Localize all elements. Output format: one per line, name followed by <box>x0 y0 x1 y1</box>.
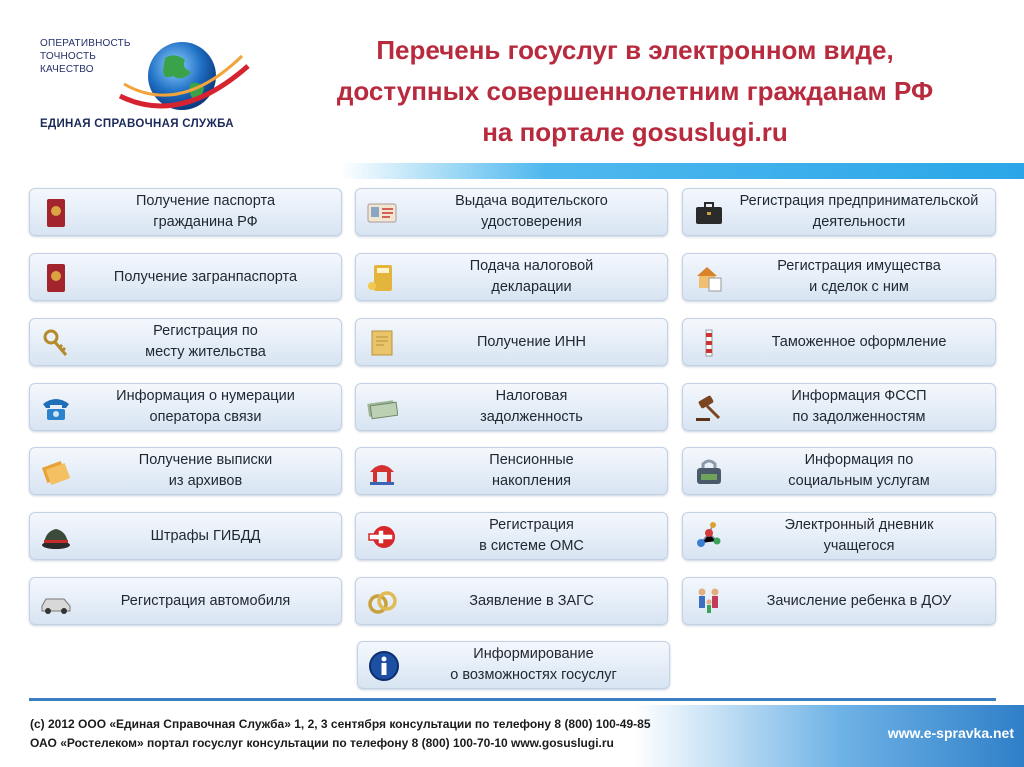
service-social-info[interactable] <box>682 447 996 495</box>
title-line-2: доступных совершеннолетним гражданам РФ <box>336 76 934 106</box>
service-foreign-passport[interactable] <box>29 253 342 301</box>
service-label: и сделок с ним <box>809 279 909 295</box>
service-label: о возможностях госуслуг <box>450 667 617 683</box>
info-icon <box>368 650 400 682</box>
service-label: Получение паспорта <box>135 193 276 209</box>
molecule-icon <box>693 521 725 553</box>
service-label: задолженность <box>480 409 583 425</box>
service-label: Регистрация имущества <box>777 258 941 274</box>
service-label: социальным услугам <box>788 473 930 489</box>
service-business-registration[interactable] <box>682 188 996 236</box>
service-label: удостоверения <box>481 214 582 230</box>
service-label: Регистрация предпринимательской <box>739 193 979 209</box>
house-documents-icon <box>693 262 725 294</box>
police-cap-icon <box>40 521 72 553</box>
service-label: Информация по <box>804 452 914 468</box>
calculator-icon <box>366 262 398 294</box>
rings-icon <box>366 586 398 618</box>
title-line-3: на портале gosuslugi.ru <box>482 117 788 147</box>
service-label: гражданина РФ <box>153 214 258 230</box>
service-label: Электронный дневник <box>784 517 934 533</box>
service-label: декларации <box>491 279 572 295</box>
passport-icon <box>40 262 72 294</box>
service-label: Получение загранпаспорта <box>113 268 298 285</box>
service-label: из архивов <box>168 473 243 489</box>
service-oms-registration[interactable] <box>355 512 668 560</box>
service-archive-extract[interactable] <box>29 447 342 495</box>
documents-icon <box>40 456 72 488</box>
footer-url[interactable]: www.e-spravka.net <box>887 725 1014 741</box>
service-e-diary[interactable] <box>682 512 996 560</box>
footer-divider <box>29 698 996 701</box>
service-inn[interactable] <box>355 318 668 366</box>
service-label: Регистрация автомобиля <box>120 592 291 609</box>
service-kindergarten-enrollment[interactable] <box>682 577 996 625</box>
service-registry-office[interactable] <box>355 577 668 625</box>
service-pension-savings[interactable] <box>355 447 668 495</box>
keys-icon <box>40 327 72 359</box>
decorative-stripe <box>340 163 1024 179</box>
service-label: учащегося <box>823 538 895 554</box>
logo-slogan-3: КАЧЕСТВО <box>40 64 94 75</box>
money-icon <box>366 392 398 424</box>
car-icon <box>40 586 72 618</box>
service-operator-numbering[interactable] <box>29 383 342 431</box>
service-label: Информирование <box>473 646 594 662</box>
service-fssp-debts[interactable] <box>682 383 996 431</box>
service-label: Получение выписки <box>138 452 273 468</box>
logo-slogan-2: ТОЧНОСТЬ <box>40 51 97 62</box>
service-label: Штрафы ГИБДД <box>150 527 261 544</box>
service-driver-license[interactable] <box>355 188 668 236</box>
service-label: месту жительства <box>145 344 266 360</box>
service-traffic-fines[interactable] <box>29 512 342 560</box>
border-post-icon <box>693 327 725 359</box>
service-label: Регистрация по <box>153 323 258 339</box>
service-label: Информация о нумерации <box>116 388 295 404</box>
service-tax-debt[interactable] <box>355 383 668 431</box>
service-car-registration[interactable] <box>29 577 342 625</box>
wallet-lock-icon <box>693 456 725 488</box>
footer <box>0 705 1024 767</box>
service-tax-declaration[interactable] <box>355 253 668 301</box>
service-label: Подача налоговой <box>469 258 594 274</box>
service-label: оператора связи <box>149 409 262 425</box>
service-label: деятельности <box>812 214 906 230</box>
title-line-1: Перечень госуслуг в электронном виде, <box>376 35 894 65</box>
family-icon <box>693 586 725 618</box>
service-label: Налоговая <box>495 388 568 404</box>
service-customs[interactable] <box>682 318 996 366</box>
service-property-registration[interactable] <box>682 253 996 301</box>
service-label: Заявление в ЗАГС <box>469 592 594 609</box>
gavel-icon <box>693 392 725 424</box>
service-residence-registration[interactable] <box>29 318 342 366</box>
service-passport[interactable] <box>29 188 342 236</box>
medical-cross-icon <box>366 521 398 553</box>
telephone-icon <box>40 392 72 424</box>
service-label: Выдача водительского <box>455 193 608 209</box>
service-label: Регистрация <box>489 517 574 533</box>
passport-icon <box>40 197 72 229</box>
service-label: в системе ОМС <box>479 538 584 554</box>
globe-icon <box>110 36 250 122</box>
footer-line-1: (с) 2012 ООО «Единая Справочная Служба» 1, 2, 3 сентября консультации по телефону 8 (800) 100-49-85 <box>30 717 651 731</box>
pension-fund-icon <box>366 456 398 488</box>
logo <box>40 32 260 136</box>
service-label: Получение ИНН <box>476 333 587 350</box>
folder-icon <box>366 327 398 359</box>
license-icon <box>366 197 398 229</box>
service-label: Зачисление ребенка в ДОУ <box>766 592 952 609</box>
service-label: Информация ФССП <box>791 388 927 404</box>
logo-slogan-1: ОПЕРАТИВНОСТЬ <box>40 38 131 49</box>
service-label: накопления <box>492 473 571 489</box>
service-label: Таможенное оформление <box>771 333 947 350</box>
service-label: Пенсионные <box>489 452 574 468</box>
service-label: по задолженностям <box>792 409 926 425</box>
footer-line-2: ОАО «Ростелеком» портал госуслуг консультации по телефону 8 (800) 100-70-10 www.gosuslugi.ru <box>30 736 614 750</box>
briefcase-icon <box>693 197 725 229</box>
page-title <box>270 30 1000 153</box>
logo-organization: ЕДИНАЯ СПРАВОЧНАЯ СЛУЖБА <box>40 118 234 130</box>
service-gosuslugi-info[interactable] <box>357 641 670 689</box>
